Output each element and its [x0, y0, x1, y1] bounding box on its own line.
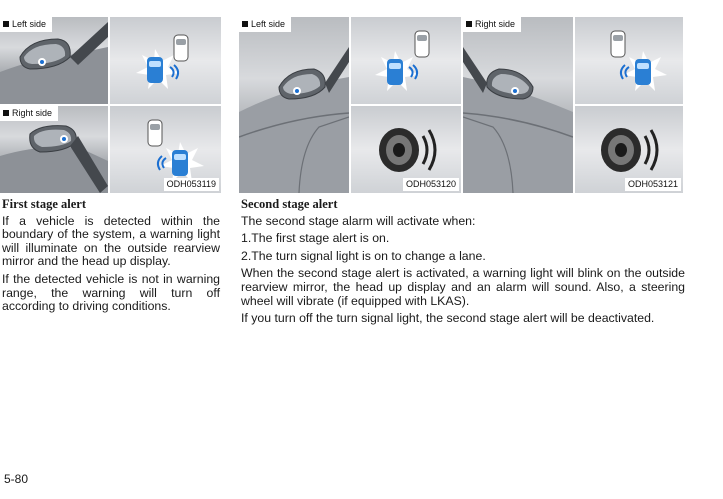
figure-code: ODH053121: [625, 178, 681, 191]
figure-label: Left side: [239, 17, 291, 32]
figure-code: ODH053119: [164, 178, 219, 191]
paragraph: If you turn off the turn signal light, the second stage alert will be deactivated.: [241, 311, 655, 326]
vehicle-diagram: [110, 17, 221, 104]
figure-label: Left side: [0, 17, 52, 32]
left-mirror-photo-bottom: [0, 106, 108, 193]
figure-code: ODH053120: [403, 178, 459, 191]
paragraph: If the detected vehicle is not in warning range, the warning will turn off according to driving conditions.: [2, 271, 220, 314]
first-stage-section: [2, 198, 220, 318]
paragraph: If a vehicle is detected within the boundary of the system, a warning light will illuminate on the outside rearview mirror and the head up display.: [2, 213, 220, 269]
list-item: 2.The turn signal light is on to change a lane.: [241, 248, 486, 263]
paragraph: When the second stage alert is activated, a warning light will blink on the outside rearview mirror, the head up display and an alarm will sound. Also, a steering wheel will vibrate (if equipped with LKAS).: [241, 266, 685, 308]
car-side-illustration: [463, 17, 573, 193]
left-diagram-bottom: [110, 106, 221, 193]
figure-label: Right side: [463, 17, 521, 32]
page-number: 5-80: [4, 472, 29, 486]
left-diagram-top: [110, 17, 221, 104]
paragraph: The second stage alarm will activate when:: [241, 213, 476, 228]
right-car-photo: [463, 17, 573, 193]
vehicle-diagram: [351, 17, 461, 104]
vehicle-diagram: [575, 17, 683, 104]
car-side-illustration: [239, 17, 349, 193]
list-item: 1.The first stage alert is on.: [241, 231, 390, 246]
mid-car-photo: [239, 17, 349, 193]
right-diagram: [575, 17, 683, 104]
section-heading: First stage alert: [2, 197, 86, 211]
mid-speaker-panel: [351, 106, 461, 193]
left-mirror-photo-top: [0, 17, 108, 104]
mid-diagram: [351, 17, 461, 104]
right-speaker-panel: [575, 106, 683, 193]
figure-label: Right side: [0, 106, 58, 121]
second-stage-section: [241, 198, 685, 330]
section-heading: Second stage alert: [241, 197, 338, 211]
